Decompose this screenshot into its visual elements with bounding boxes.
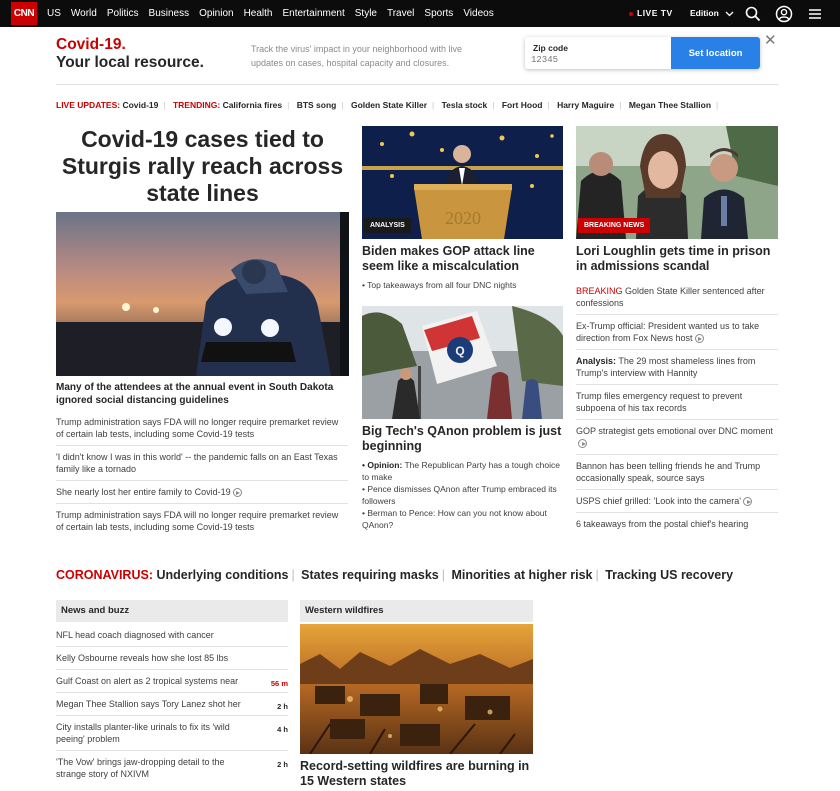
list-item-text: Bannon has been telling friends he and Trump occasionally speak, source says [576,461,761,483]
list-item-text: NFL head coach diagnosed with cancer [56,630,214,640]
live-tv-label: LIVE TV [637,8,673,18]
live-tv-link[interactable] [629,8,673,18]
list-item[interactable] [56,624,288,646]
corona-link[interactable]: Tracking US recovery [605,568,734,582]
set-location-button[interactable]: Set location [671,37,760,69]
list-item-text: Ex-Trump official: President wanted us to take direction from Fox News host [576,321,760,343]
coronavirus-links: CORONAVIRUS: Underlying conditions | States requiring masks | Minorities at higher risk | Tracking US recovery [56,568,734,582]
list-item-text: 'The Vow' brings jaw-dropping detail to the strange story of NXIVM [56,757,225,779]
nav-link-opinion[interactable]: Opinion [199,8,234,19]
list-item[interactable] [56,445,348,480]
svg-text:2020: 2020 [445,208,481,228]
ticker-item[interactable]: Fort Hood [501,100,543,110]
list-item[interactable] [362,459,564,483]
live-dot-icon [629,12,633,16]
corona-link[interactable]: States requiring masks [301,568,439,582]
qanon-related-list [362,459,564,531]
nav-link-world[interactable]: World [70,8,97,19]
list-item-text: The 29 most shameless lines from Trump's interview with Hannity [576,356,756,378]
nav-link-us[interactable]: US [47,8,61,19]
ticker-item[interactable]: California fires [222,100,283,110]
nav-link-politics[interactable]: Politics [106,8,139,19]
list-item-text: Gulf Coast on alert as 2 tropical systems near [56,676,239,686]
timestamp: 2 h [277,760,288,769]
list-item[interactable] [362,483,564,507]
search-icon[interactable] [744,5,762,23]
qanon-headline[interactable]: Big Tech's QAnon problem is just beginning [362,424,562,453]
list-item[interactable] [56,750,288,785]
top-nav [0,0,840,27]
list-item[interactable] [56,503,348,538]
list-item-text: City installs planter-like urinals to fix its 'wild peeing' problem [56,722,230,744]
list-item-text: She nearly lost her entire family to Covid-19 [56,487,231,497]
list-item[interactable] [56,480,348,503]
video-play-icon [743,497,752,506]
zip-code-form [525,37,760,69]
list-item[interactable] [576,419,778,454]
list-item-text: USPS chief grilled: 'Look into the camera' [576,496,742,506]
dnc-takeaways-link[interactable]: • Top takeaways from all four DNC nights [362,280,517,290]
account-icon[interactable] [775,5,793,23]
ticker-live-covid[interactable]: Covid-19 [122,100,159,110]
nav-link-sports[interactable]: Sports [424,8,454,19]
list-item-text: The Republican Party has a tough choice to make [362,460,560,482]
ticker-item[interactable]: Tesla stock [441,100,488,110]
list-item[interactable] [576,489,778,512]
ticker-item[interactable]: Megan Thee Stallion [628,100,712,110]
breaking-news-tag: BREAKING NEWS [578,218,650,233]
wildfires-headline[interactable]: Record-setting wildfires are burning in 15 Western states [300,759,530,788]
corona-link[interactable]: Underlying conditions [156,568,289,582]
biden-headline[interactable]: Biden makes GOP attack line seem like a miscalculation [362,244,535,273]
nav-link-travel[interactable]: Travel [386,8,415,19]
video-play-icon [695,334,704,343]
nav-link-business[interactable]: Business [148,8,190,19]
zip-label: Zip code [533,43,568,53]
right-story-list [576,280,778,535]
list-item[interactable] [56,411,348,445]
live-updates-label: LIVE UPDATES: [56,100,121,110]
nav-links [47,0,504,27]
ticker-item[interactable]: BTS song [296,100,337,110]
coronavirus-label: CORONAVIRUS: [56,568,153,582]
list-item-text: Trump files emergency request to prevent subpoena of his tax records [576,391,743,413]
loughlin-headline[interactable]: Lori Loughlin gets time in prison in admissions scandal [576,244,771,273]
lead-story-list [56,411,348,538]
ticker-item[interactable]: Golden State Killer [350,100,427,110]
western-wildfires-header: Western wildfires [300,600,533,622]
chevron-down-icon [725,11,734,17]
list-item-text: Kelly Osbourne reveals how she lost 85 lbs [56,653,229,663]
list-item[interactable] [576,454,778,489]
wildfire-photo[interactable] [300,624,533,754]
divider [56,84,778,85]
list-item[interactable] [56,715,288,750]
covid-banner-title [56,36,204,72]
timestamp: 56 m [270,679,288,688]
video-play-icon [578,439,587,448]
list-item[interactable] [362,507,564,531]
list-item[interactable] [576,314,778,349]
list-item[interactable] [56,692,288,715]
list-item-text: • Pence dismisses QAnon after Trump embraced its followers [362,484,557,506]
breaking-label: BREAKING [576,286,623,296]
analysis-tag: ANALYSIS [364,218,411,233]
nav-link-health[interactable]: Health [243,8,273,19]
qanon-rally-photo[interactable] [362,306,563,419]
timestamp: 2 h [277,702,288,711]
list-item-text: Trump administration says FDA will no longer require premarket review of certain lab tests, including some Covid-19 tests [56,510,339,532]
covid-title-red: Covid-19. [56,36,126,53]
menu-icon[interactable] [806,5,824,23]
list-item-text: Golden State Killer sentenced after confessions [576,286,765,308]
edition-label: Edition [690,8,719,18]
corona-link[interactable]: Minorities at higher risk [451,568,593,582]
list-item[interactable] [576,384,778,419]
timestamp: 4 h [277,725,288,734]
lead-headline[interactable]: Covid-19 cases tied to Sturgis rally reach across state lines [61,126,344,206]
list-item-text: Trump administration says FDA will no longer require premarket review of certain lab tests, including some Covid-19 tests [56,417,339,439]
nav-link-entertainment[interactable]: Entertainment [282,8,345,19]
trending-label: TRENDING: [172,100,221,110]
list-item[interactable] [576,512,778,535]
nav-link-videos[interactable]: Videos [463,8,494,19]
close-icon[interactable]: ✕ [764,32,777,49]
news-and-buzz-list [56,624,288,785]
list-item[interactable] [576,349,778,384]
list-item-text: GOP strategist gets emotional over DNC moment [576,426,773,436]
nav-link-style[interactable]: Style [354,8,377,19]
list-item-text: 'I didn't know I was in this world' -- the pandemic falls on an East Texas family like a tornado [56,452,338,474]
video-play-icon [233,488,242,497]
svg-text:Q: Q [455,344,465,358]
list-item-text: • Berman to Pence: How can you not know about QAnon? [362,508,547,530]
list-item[interactable] [576,280,778,314]
analysis-label: Analysis: [576,356,617,366]
list-item[interactable] [56,646,288,669]
sturgis-rally-photo[interactable] [56,212,349,376]
list-item[interactable] [56,669,288,692]
edition-menu[interactable] [690,8,734,18]
news-and-buzz-header: News and buzz [56,600,288,622]
list-item-text: Megan Thee Stallion says Tory Lanez shot her [56,699,241,709]
ticker-item[interactable]: Harry Maguire [557,100,615,110]
covid-description: Track the virus' impact in your neighborhood with live updates on cases, hospital capacity and closures. [251,44,462,68]
zip-code-input[interactable] [531,53,661,66]
trending-ticker: LIVE UPDATES: Covid-19 | TRENDING: California fires | BTS song | Golden State Killer | Tesla stock | Fort Hood | Harry Maguire | Megan Thee Stallion | [56,100,719,110]
list-item-text: 6 takeaways from the postal chief's hearing [576,519,749,529]
cnn-logo[interactable]: CNN [11,2,37,25]
lead-caption[interactable]: Many of the attendees at the annual event in South Dakota ignored social distancing guidelines [56,382,334,406]
opinion-label: • Opinion: [362,460,403,470]
covid-title-black: Your local resource. [56,54,204,71]
